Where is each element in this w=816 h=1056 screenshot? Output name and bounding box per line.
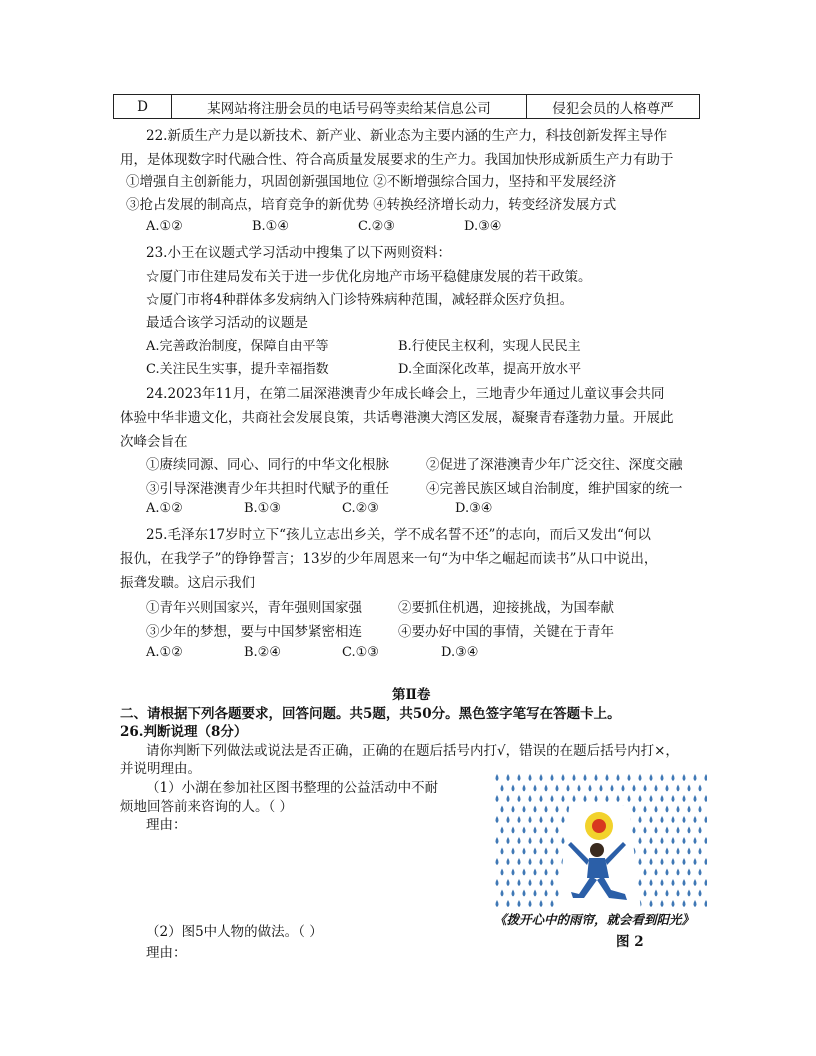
- q24-stem-line3: 次峰会旨在: [120, 434, 188, 450]
- q25-item-2: ②要抓住机遇，迎接挑战，为国奉献: [398, 600, 614, 616]
- q24-item-4: ④完善民族区域自治制度，维护国家的统一: [426, 481, 683, 497]
- q26-statement2: （2）图5中人物的做法。（ ）: [146, 924, 323, 940]
- q26-instruction-line2: 并说明理由。: [120, 761, 201, 777]
- q24-item-3: ③引导深港澳青少年共担时代赋予的重任: [146, 481, 389, 497]
- q22-option-a: A.①②: [146, 219, 183, 234]
- q24-item-2: ②促进了深港澳青少年广泛交往、深度交融: [426, 457, 683, 473]
- rain-illustration-svg: [491, 768, 707, 910]
- table-cell-label: D: [114, 95, 172, 118]
- q26-statement1-line1: （1）小湖在参加社区图书整理的公益活动中不耐: [146, 780, 439, 796]
- part2-heading: 二、请根据下列各题要求，回答问题。共5题，共50分。黑色签字笔写在答题卡上。: [120, 706, 621, 722]
- q22-option-d: D.③④: [464, 219, 502, 234]
- q22-items-line2: ③抢占发展的制高点，培育竞争的新优势 ④转换经济增长动力，转变经济发展方式: [126, 197, 617, 213]
- q22-stem-line2: 用，是体现数字时代融合性、符合高质量发展要求的生产力。我国加快形成新质生产力有助于: [120, 152, 674, 168]
- q23-material-1: ☆厦门市住建局发布关于进一步优化房地产市场平稳健康发展的若干政策。: [146, 269, 592, 285]
- answer-table-row: [113, 94, 700, 119]
- q26-reason1-label: 理由：: [146, 817, 187, 833]
- q25-stem-line1: 25.毛泽东17岁时立下“孩儿立志出乡关，学不成名誓不还”的志向，而后又发出“何以: [146, 527, 651, 543]
- q23-option-c: C.关注民生实事，提升幸福指数: [146, 362, 329, 377]
- q25-item-4: ④要办好中国的事情，关键在于青年: [398, 624, 614, 640]
- q24-stem-line1: 24.2023年11月，在第二届深港澳青少年成长峰会上，三地青少年通过儿童议事会共同: [146, 386, 665, 402]
- q25-option-c: C.①③: [342, 645, 379, 660]
- q25-option-a: A.①②: [146, 645, 183, 660]
- q25-option-b: B.②④: [244, 645, 281, 660]
- q24-stem-line2: 体验中华非遗文化，共商社会发展良策，共话粤港澳大湾区发展，凝聚青春蓬勃力量。开展此: [120, 410, 674, 426]
- q26-title: 26.判断说理（8分）: [120, 724, 248, 740]
- rain-curtain-illustration: [491, 768, 707, 910]
- q25-option-d: D.③④: [441, 645, 479, 660]
- table-cell-right: 侵犯会员的人格尊严: [552, 100, 674, 117]
- q25-stem-line3: 振聋发聩。这启示我们: [120, 575, 255, 591]
- q22-items-line1: ①增强自主创新能力，巩固创新强国地位 ②不断增强综合国力，坚持和平发展经济: [126, 174, 617, 190]
- q22-option-c: C.②③: [358, 219, 395, 234]
- q26-instruction-line1: 请你判断下列做法或说法是否正确，正确的在题后括号内打√，错误的在题后括号内打×，: [146, 743, 679, 759]
- q23-option-b: B.行使民主权利，实现人民民主: [398, 339, 581, 354]
- table-cell-case: 某网站将注册会员的电话号码等卖给某信息公司: [172, 95, 527, 118]
- q23-option-a: A.完善政治制度，保障自由平等: [146, 339, 329, 354]
- q24-option-c: C.②③: [342, 501, 379, 516]
- q25-item-1: ①青年兴则国家兴，青年强则国家强: [146, 600, 362, 616]
- q24-option-d: D.③④: [455, 501, 493, 516]
- figure-caption: 《拨开心中的雨帘，就会看到阳光》: [494, 912, 695, 927]
- figure-label: 图 2: [616, 934, 644, 950]
- q22-option-b: B.①④: [252, 219, 289, 234]
- q24-option-b: B.①③: [244, 501, 281, 516]
- sun-icon: [585, 812, 613, 840]
- q26-reason2-label: 理由：: [146, 945, 187, 961]
- q23-material-2: ☆厦门市将4种群体多发病纳入门诊特殊病种范围，减轻群众医疗负担。: [146, 292, 574, 308]
- q26-statement1-line2: 烦地回答前来咨询的人。（ ）: [120, 799, 294, 815]
- q24-option-a: A.①②: [146, 501, 183, 516]
- q25-stem-line2: 报仇，在我学子”的铮铮誓言；13岁的少年周恩来一句“为中华之崛起而读书”从口中说出，: [120, 551, 658, 567]
- part2-title: 第Ⅱ卷: [392, 687, 431, 703]
- q24-item-1: ①赓续同源、同心、同行的中华文化根脉: [146, 457, 389, 473]
- q25-item-3: ③少年的梦想，要与中国梦紧密相连: [146, 624, 362, 640]
- q22-stem-line1: 22.新质生产力是以新技术、新产业、新业态为主要内涵的生产力，科技创新发挥主导作: [146, 128, 667, 144]
- q23-question: 最适合该学习活动的议题是: [146, 315, 308, 331]
- q23-option-d: D.全面深化改革，提高开放水平: [398, 362, 582, 377]
- q23-stem: 23.小王在议题式学习活动中搜集了以下两则资料：: [146, 245, 451, 261]
